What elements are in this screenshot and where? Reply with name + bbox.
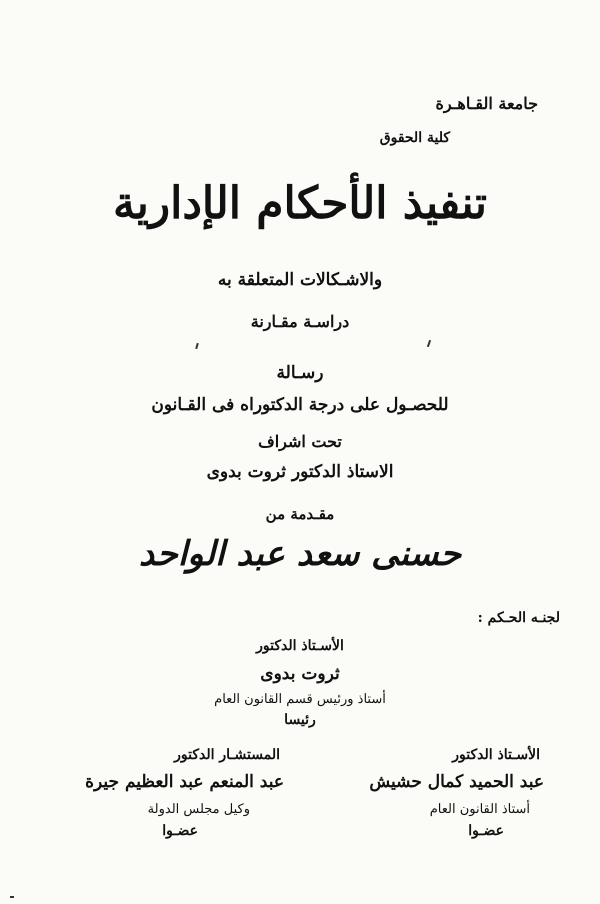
supervision-label: تحت اشراف	[258, 432, 342, 451]
member-left-position: وكيل مجلس الدولة	[147, 802, 250, 817]
member-left-role: عضـوا	[162, 823, 198, 839]
chair-title: الأسـتاذ الدكتور	[256, 638, 344, 654]
risala-label: رسـالة	[276, 363, 324, 383]
member-left-title: المستشـار الدكتور	[174, 747, 280, 763]
presented-by-label: مقـدمة من	[265, 505, 335, 523]
member-right-position: أستاذ القانون العام	[429, 802, 530, 817]
faculty-name: كلية الحقوق	[379, 130, 450, 146]
member-left-name: عبد المنعم عبد العظيم جيرة	[85, 772, 284, 792]
degree-line: للحصـول على درجة الدكتوراه فى القـانون	[151, 395, 449, 415]
study-type: دراسـة مقـارنة	[250, 312, 350, 331]
committee-label: لجنـه الحـكم :	[477, 610, 560, 626]
scan-speck	[10, 896, 14, 898]
scan-speck	[427, 340, 431, 347]
member-right-title: الأسـتاذ الدكتور	[452, 747, 540, 763]
chair-name: ثروت بدوى	[260, 664, 340, 684]
thesis-subtitle: والاشـكالات المتعلقة به	[217, 270, 383, 290]
scan-speck	[195, 343, 198, 349]
thesis-title: تنفيذ الأحكام الإدارية	[113, 178, 487, 229]
chair-position: أستاذ ورئيس قسم القانون العام	[214, 692, 386, 707]
member-right-role: عضـوا	[468, 823, 504, 839]
university-name: جامعة القـاهـرة	[435, 94, 538, 113]
supervisor-name: الاستاذ الدكتور ثروت بدوى	[206, 462, 394, 482]
author-signature-name: حسنى سعد عبد الواحد	[138, 534, 462, 574]
member-right-name: عبد الحميد كمال حشيش	[369, 772, 544, 792]
chair-role: رئيسا	[284, 712, 316, 728]
